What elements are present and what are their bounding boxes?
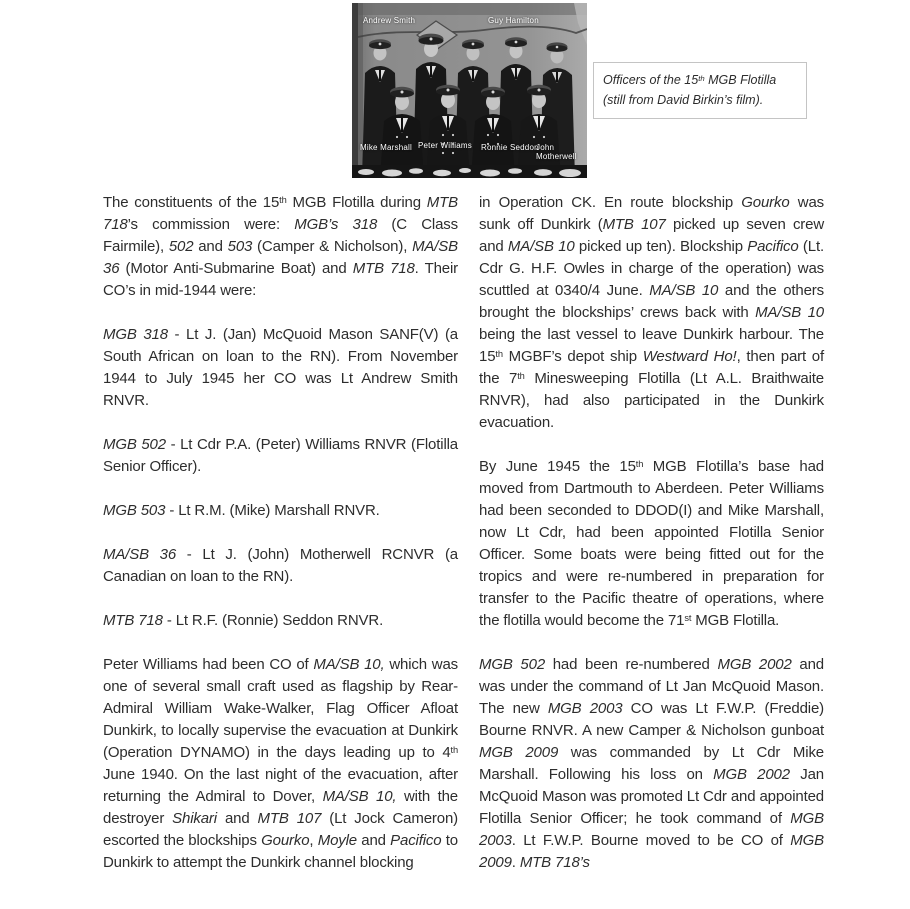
paragraph: MGB 502 had been re-numbered MGB 2002 and was under the command of Lt Jan McQuoid Mason. The new MGB 2003 CO was Lt F.W.P. (Freddie) Bourne RNVR. A new Camper & Nicholson gunboat MGB 2009 was commanded by Lt Cdr Mike Marshall. Following his loss on MGB 2002 Jan McQuoid Mason was promoted Lt Cdr and appointed Flotilla Senior Officer; he took command of MGB 2003. Lt F.W.P. Bourne moved to be CO of MGB 2009. MTB 718’s	[479, 656, 824, 871]
article-column-right	[479, 192, 824, 896]
paragraph: By June 1945 the 15th MGB Flotilla’s base had moved from Dartmouth to Aberdeen. Peter Williams had been seconded to DDOD(I) and Mike Marshall, now Lt Cdr, had been appointed Flotilla Senior Officer. Some boats were being fitted out for the tropics and were re-numbered in preparation for transfer to the Pacific theatre of operations, where the flotilla would become the 71st MGB Flotilla.	[479, 458, 824, 629]
photo-name-label: Peter Williams	[418, 141, 472, 150]
photo-name-label: Guy Hamilton	[488, 16, 539, 25]
article-columns	[103, 192, 824, 896]
photo-name-label: Ronnie Seddon	[481, 143, 539, 152]
paragraph: MGB 318 - Lt J. (Jan) McQuoid Mason SANF(V) (a South African on loan to the RN). From November 1944 to July 1945 her CO was Lt Andrew Smith RNVR.	[103, 326, 459, 409]
officers-photo	[352, 3, 587, 178]
photo-name-label: Mike Marshall	[360, 143, 412, 152]
photo-caption-text: Officers of the 15th MGB Flotilla (still from David Birkin’s film).	[603, 73, 777, 107]
paragraph: MTB 718 - Lt R.F. (Ronnie) Seddon RNVR.	[103, 612, 384, 629]
article-column-left	[103, 192, 458, 896]
photo-caption-box	[593, 62, 807, 119]
paragraph: Peter Williams had been CO of MA/SB 10, which was one of several small craft used as flagship by Rear-Admiral William Wake-Walker, Flag Officer Afloat Dunkirk, to locally supervise the evacuation at Dunkirk (Operation DYNAMO) in the days leading up to 4th June 1940. On the last night of the evacuation, after returning the Admiral to Dover, MA/SB 10, with the destroyer Shikari and MTB 107 (Lt Jock Cameron) escorted the blockships Gourko, Moyle and Pacifico to Dunkirk to attempt the Dunkirk channel blocking	[103, 656, 458, 871]
photo-name-label: Andrew Smith	[363, 16, 416, 25]
paragraph: MA/SB 36 - Lt J. (John) Motherwell RCNVR (a Canadian on loan to the RN).	[103, 546, 458, 585]
paragraph: in Operation CK. En route blockship Gourko was sunk off Dunkirk (MTB 107 picked up seven crew and MA/SB 10 picked up ten). Blockship Pacifico (Lt. Cdr G. H.F. Owles in charge of the operation) was scuttled at 0340/4 June. MA/SB 10 and the others brought the blockships’ crews back with MA/SB 10 being the last vessel to leave Dunkirk harbour. The 15th MGBF’s depot ship Westward Ho!, then part of the 7th Minesweeping Flotilla (Lt A.L. Braithwaite RNVR), had also participated in the Dunkirk evacuation.	[479, 194, 825, 431]
paragraph: The constituents of the 15th MGB Flotilla during MTB 718’s commission were: MGB’s 318 (C Class Fairmile), 502 and 503 (Camper & Nicholson), MA/SB 36 (Motor Anti-Submarine Boat) and MTB 718. Their CO’s in mid-1944 were:	[103, 194, 458, 299]
photo-name-label: John Motherwell	[536, 143, 577, 161]
paragraph: MGB 502 - Lt Cdr P.A. (Peter) Williams RNVR (Flotilla Senior Officer).	[103, 436, 459, 475]
paragraph: MGB 503 - Lt R.M. (Mike) Marshall RNVR.	[103, 502, 380, 519]
